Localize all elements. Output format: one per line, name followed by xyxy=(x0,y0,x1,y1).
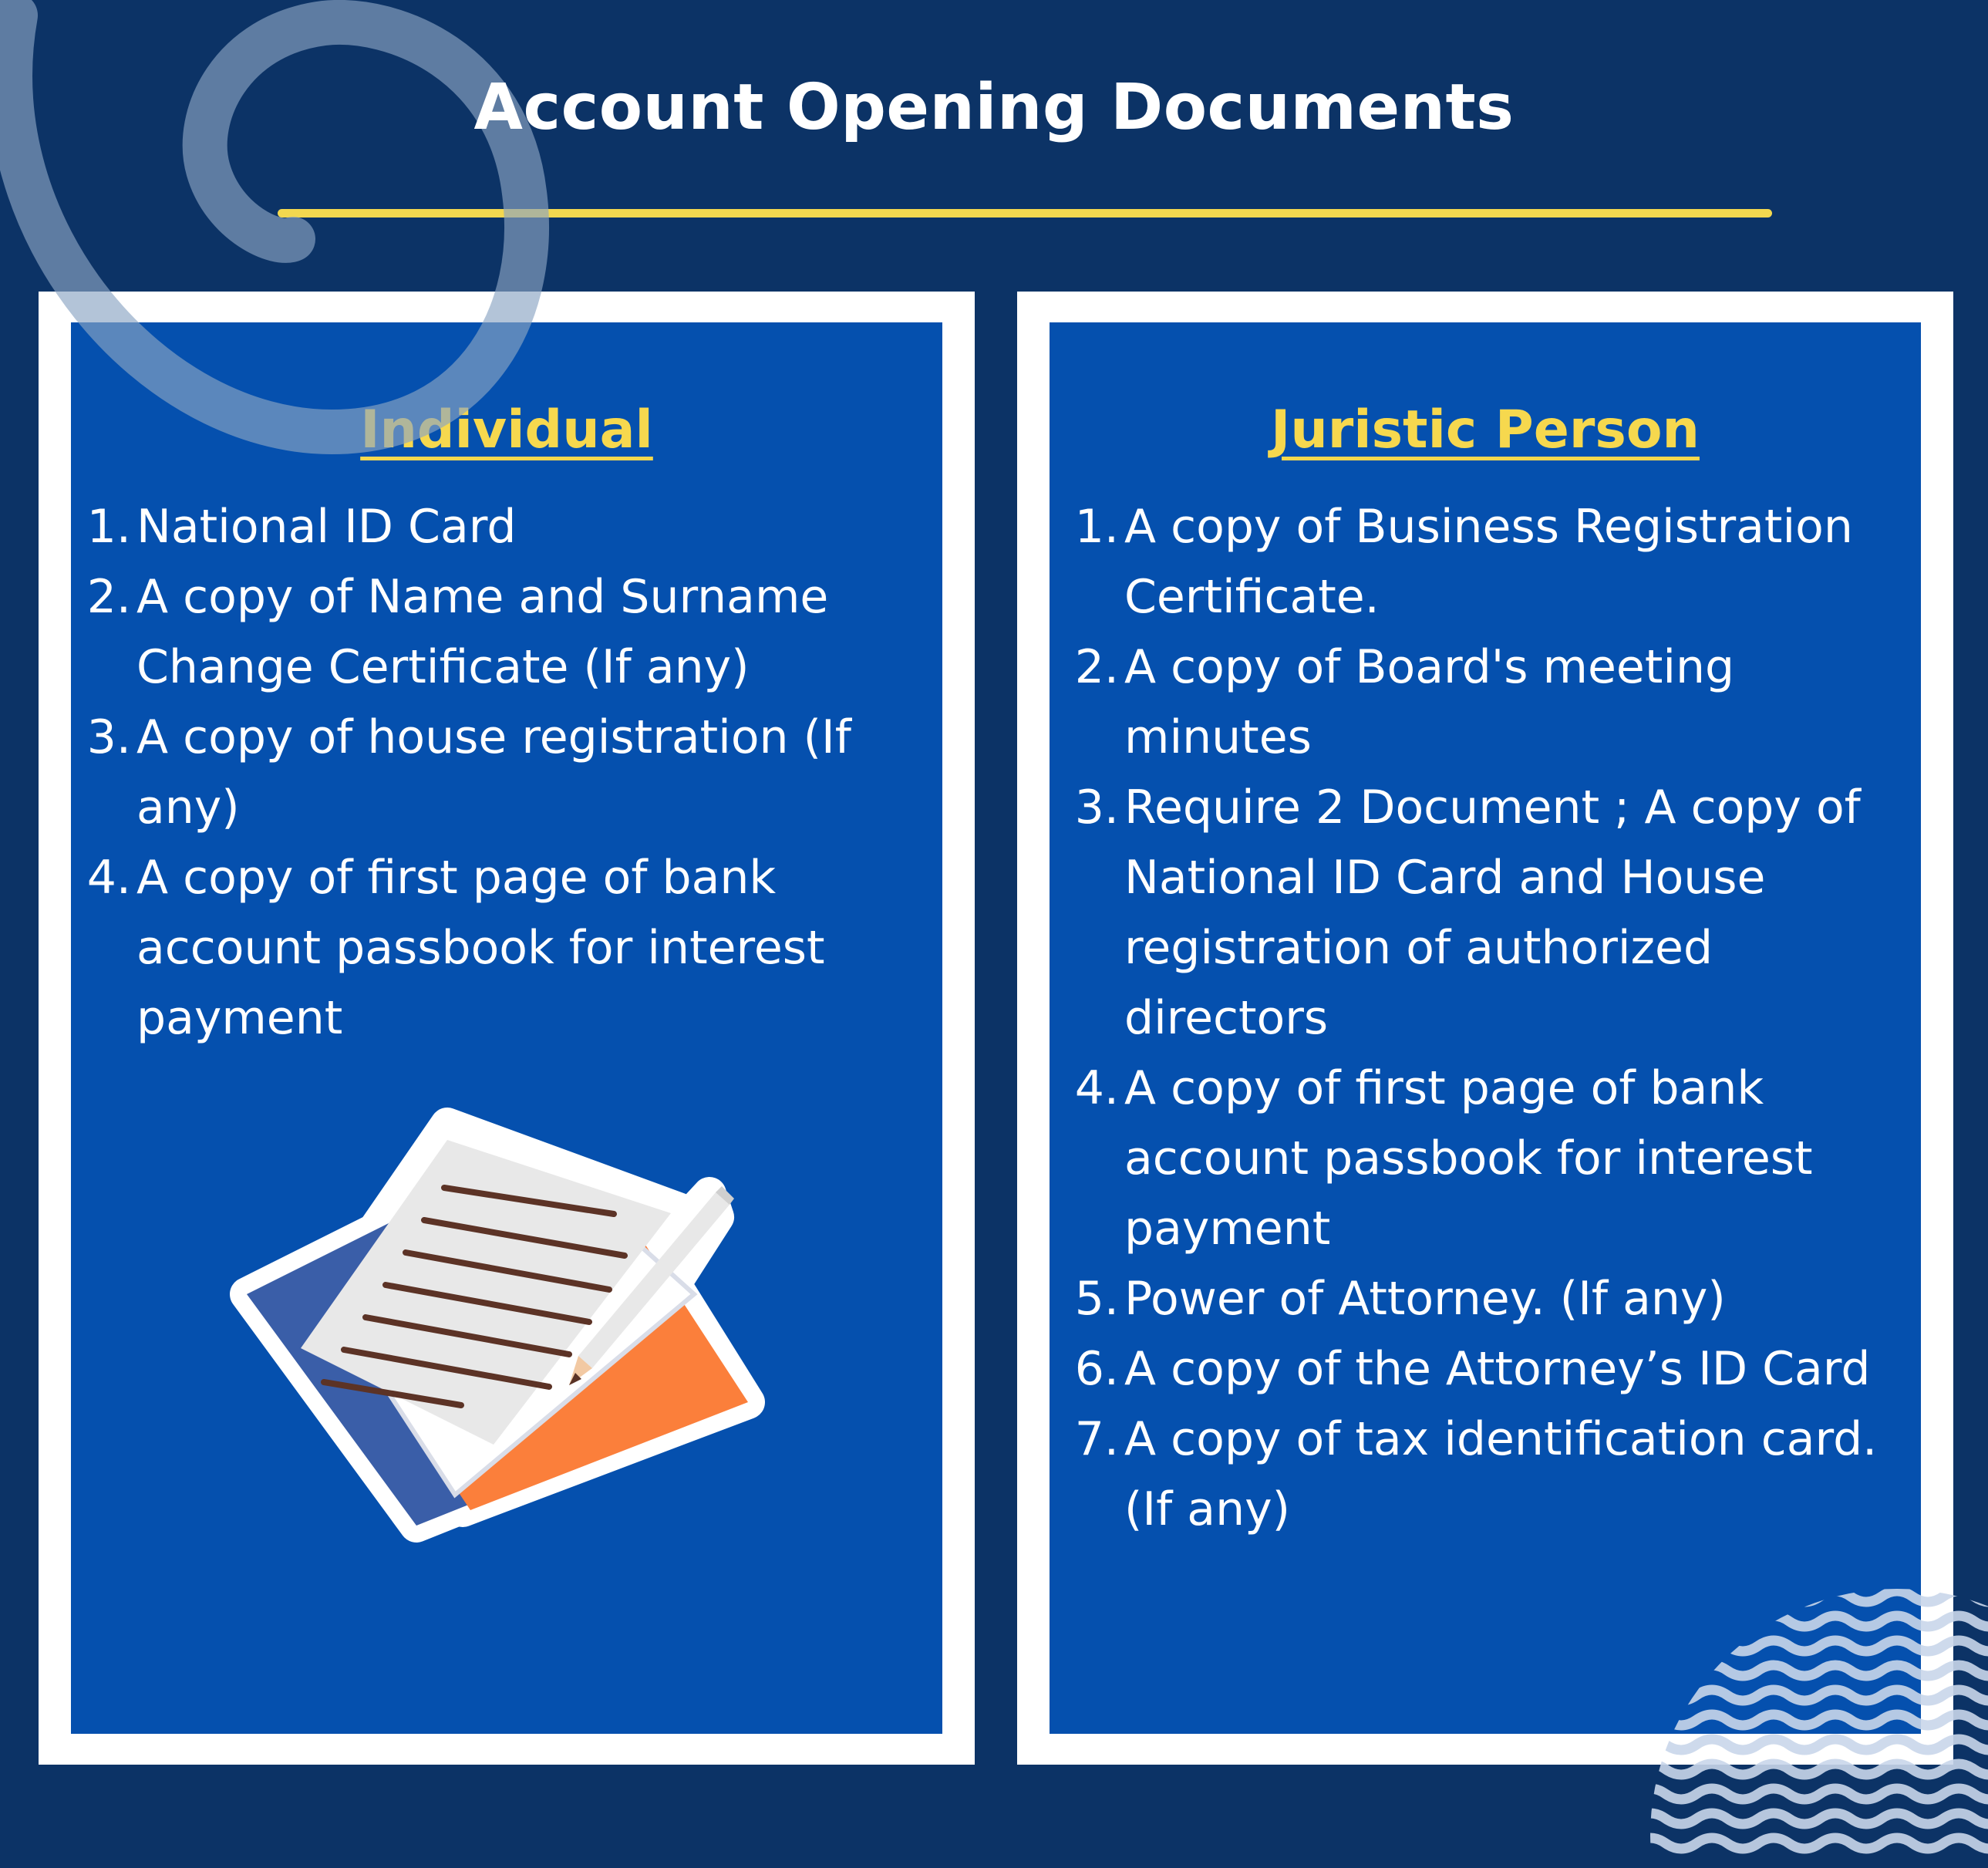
juristic-document-list xyxy=(1066,492,1930,1545)
list-item-number: 2. xyxy=(86,570,131,624)
list-item-text: A copy of Name and Surname Change Certificate (If any) xyxy=(136,570,829,694)
list-item-text: A copy of tax identification card. (If any) xyxy=(1124,1412,1878,1536)
page-title: Account Opening Documents xyxy=(473,71,1515,144)
list-item-text: A copy of the Attorney’s ID Card xyxy=(1124,1342,1871,1396)
juristic-heading: Juristic Person xyxy=(1271,400,1700,460)
list-item-text: A copy of first page of bank account passbook for interest payment xyxy=(1124,1061,1813,1256)
title-underline xyxy=(278,209,1772,217)
list-item-text: Require 2 Document ; A copy of National ID Card and House registration of authorized directors xyxy=(1124,781,1861,1045)
juristic-panel-body xyxy=(1050,322,1921,1734)
list-item xyxy=(79,562,942,703)
list-item xyxy=(1066,1404,1930,1545)
list-item xyxy=(1066,1054,1930,1264)
list-item-text: A copy of first page of bank account passbook for interest payment xyxy=(136,851,825,1045)
list-item xyxy=(1066,773,1930,1054)
documents-and-pencil-icon xyxy=(216,1094,802,1572)
list-item-number: 5. xyxy=(1074,1272,1119,1326)
list-item-number: 2. xyxy=(1074,640,1119,694)
list-item xyxy=(79,843,942,1054)
list-item-number: 1. xyxy=(86,500,131,554)
list-item-number: 4. xyxy=(86,851,131,905)
list-item xyxy=(79,492,942,562)
list-item xyxy=(1066,1264,1930,1334)
list-item-number: 1. xyxy=(1074,500,1119,554)
list-item xyxy=(1066,1334,1930,1404)
list-item-text: A copy of house registration (If any) xyxy=(136,710,851,835)
individual-document-list xyxy=(79,492,942,1054)
individual-heading: Individual xyxy=(360,400,653,460)
list-item-number: 6. xyxy=(1074,1342,1119,1396)
list-item-number: 3. xyxy=(1074,781,1119,835)
individual-panel xyxy=(39,292,975,1765)
list-item-number: 7. xyxy=(1074,1412,1119,1466)
juristic-panel xyxy=(1017,292,1953,1765)
list-item xyxy=(1066,632,1930,773)
list-item-text: A copy of Board's meeting minutes xyxy=(1124,640,1735,764)
list-item-text: National ID Card xyxy=(136,500,517,554)
list-item xyxy=(79,703,942,843)
list-item-text: Power of Attorney. (If any) xyxy=(1124,1272,1726,1326)
list-item xyxy=(1066,492,1930,632)
list-item-number: 4. xyxy=(1074,1061,1119,1115)
individual-panel-body xyxy=(71,322,942,1734)
list-item-text: A copy of Business Registration Certificate. xyxy=(1124,500,1853,624)
list-item-number: 3. xyxy=(86,710,131,764)
